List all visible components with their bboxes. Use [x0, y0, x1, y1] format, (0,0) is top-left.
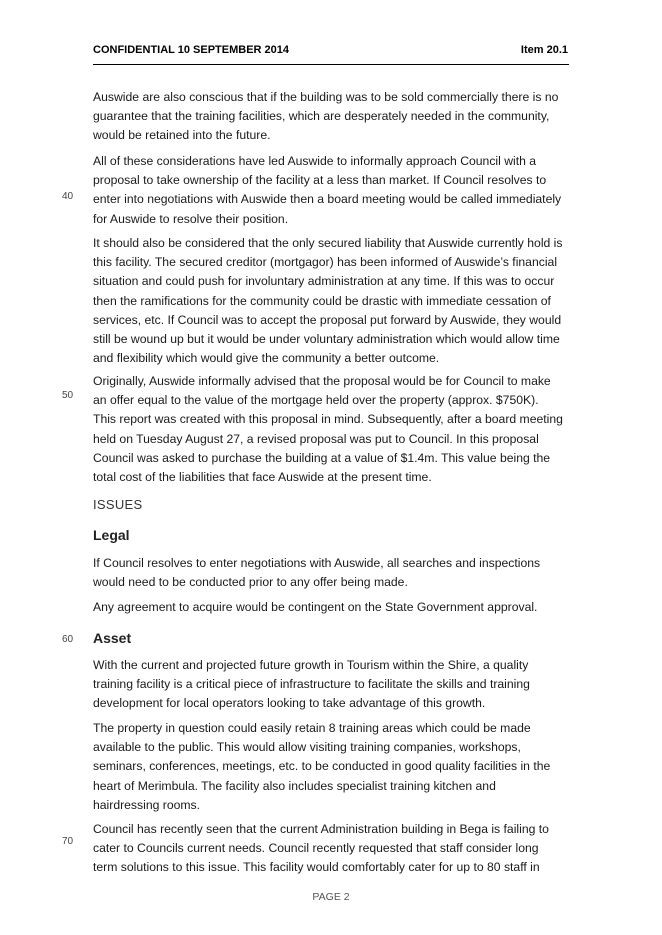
- subheading-asset: Asset: [93, 630, 132, 646]
- text-line: then the ramifications for the community could be drastic with immediate cessation of: [93, 293, 551, 308]
- paragraph: [93, 598, 569, 617]
- text-line: Originally, Auswide informally advised that the proposal would be for Council to make: [93, 374, 551, 388]
- paragraph: [93, 152, 569, 229]
- paragraph: [93, 820, 569, 878]
- text-line: If Council resolves to enter negotiations with Auswide, all searches and inspections: [93, 556, 541, 570]
- text-line: training facility is a critical piece of infrastructure to facilitate the skills and training: [93, 677, 530, 692]
- section-heading-issues: ISSUES: [93, 497, 143, 512]
- text-line: Auswide are also conscious that if the building was to be sold commercially there is no: [93, 90, 559, 104]
- text-line: for Auswide to resolve their position.: [93, 211, 289, 226]
- text-line: The property in question could easily retain 8 training areas which could be made: [93, 721, 531, 735]
- text-line: hairdressing rooms.: [93, 797, 201, 812]
- line-number: 40: [62, 191, 74, 202]
- header-title: CONFIDENTIAL 10 SEPTEMBER 2014: [93, 44, 290, 56]
- paragraph: [93, 554, 569, 592]
- paragraph: [93, 88, 569, 146]
- paragraph: [93, 656, 569, 714]
- text-line: would be retained into the future.: [93, 128, 271, 143]
- text-line: This report was created with this proposal in mind. Subsequently, after a board meeting: [93, 412, 563, 427]
- text-line: development for local operators looking to take advantage of this growth.: [93, 696, 486, 711]
- text-line: Council has recently seen that the current Administration building in Bega is failing to: [93, 822, 549, 836]
- page-number: PAGE 2: [312, 891, 350, 903]
- text-line: this facility. The secured creditor (mortgagor) has been informed of Auswide’s financial: [93, 255, 558, 270]
- text-line: proposal to take ownership of the facility at a less than market. If Council resolves to: [93, 173, 547, 188]
- text-line: held on Tuesday August 27, a revised proposal was put to Council. In this proposal: [93, 431, 539, 446]
- text-line: All of these considerations have led Auswide to informally approach Council with a: [93, 154, 537, 168]
- paragraph: [93, 372, 569, 487]
- page-header: [93, 44, 568, 56]
- line-number: 60: [62, 634, 74, 645]
- header-item-number: Item 20.1: [520, 44, 568, 56]
- text-line: heart of Merimbula. The facility also includes specialist training kitchen and: [93, 778, 496, 793]
- text-line: guarantee that the training facilities, which are desperately needed in the community,: [93, 109, 550, 124]
- line-number: 70: [62, 836, 74, 847]
- paragraph: [93, 719, 569, 815]
- text-line: term solutions to this issue. This facility would comfortably cater for up to 80 staff in: [93, 860, 540, 875]
- text-line: available to the public. This would allow visiting training companies, workshops,: [93, 740, 521, 755]
- text-line: It should also be considered that the only secured liability that Auswide currently hold is: [93, 236, 563, 250]
- text-line: still be wound up but it would be under voluntary administration which would allow time: [93, 332, 560, 347]
- header-divider: [93, 64, 569, 65]
- line-number: 50: [62, 390, 74, 401]
- text-line: Any agreement to acquire would be contingent on the State Government approval.: [93, 600, 538, 614]
- text-line: With the current and projected future growth in Tourism within the Shire, a quality: [93, 658, 529, 672]
- text-line: Council was asked to purchase the building at a value of $1.4m. This value being the: [93, 450, 551, 465]
- text-line: enter into negotiations with Auswide then a board meeting would be called immediately: [93, 192, 562, 207]
- text-line: cater to Councils current needs. Council recently requested that staff consider long: [93, 841, 539, 856]
- text-line: would need to be conducted prior to any offer being made.: [93, 575, 408, 590]
- text-line: situation and could push for involuntary administration at any time. If this was to occur: [93, 274, 555, 289]
- text-line: and flexibility which would give the community a better outcome.: [93, 351, 440, 366]
- paragraph: [93, 234, 569, 368]
- subheading-legal: Legal: [93, 527, 130, 543]
- text-line: total cost of the liabilities that face Auswide at the present time.: [93, 470, 432, 485]
- text-line: services, etc. If Council was to accept the proposal put forward by Auswide, they would: [93, 312, 562, 327]
- text-line: seminars, conferences, meetings, etc. to be conducted in good quality facilities in the: [93, 759, 551, 774]
- text-line: an offer equal to the value of the mortgage held over the property (approx. $750K).: [93, 393, 539, 408]
